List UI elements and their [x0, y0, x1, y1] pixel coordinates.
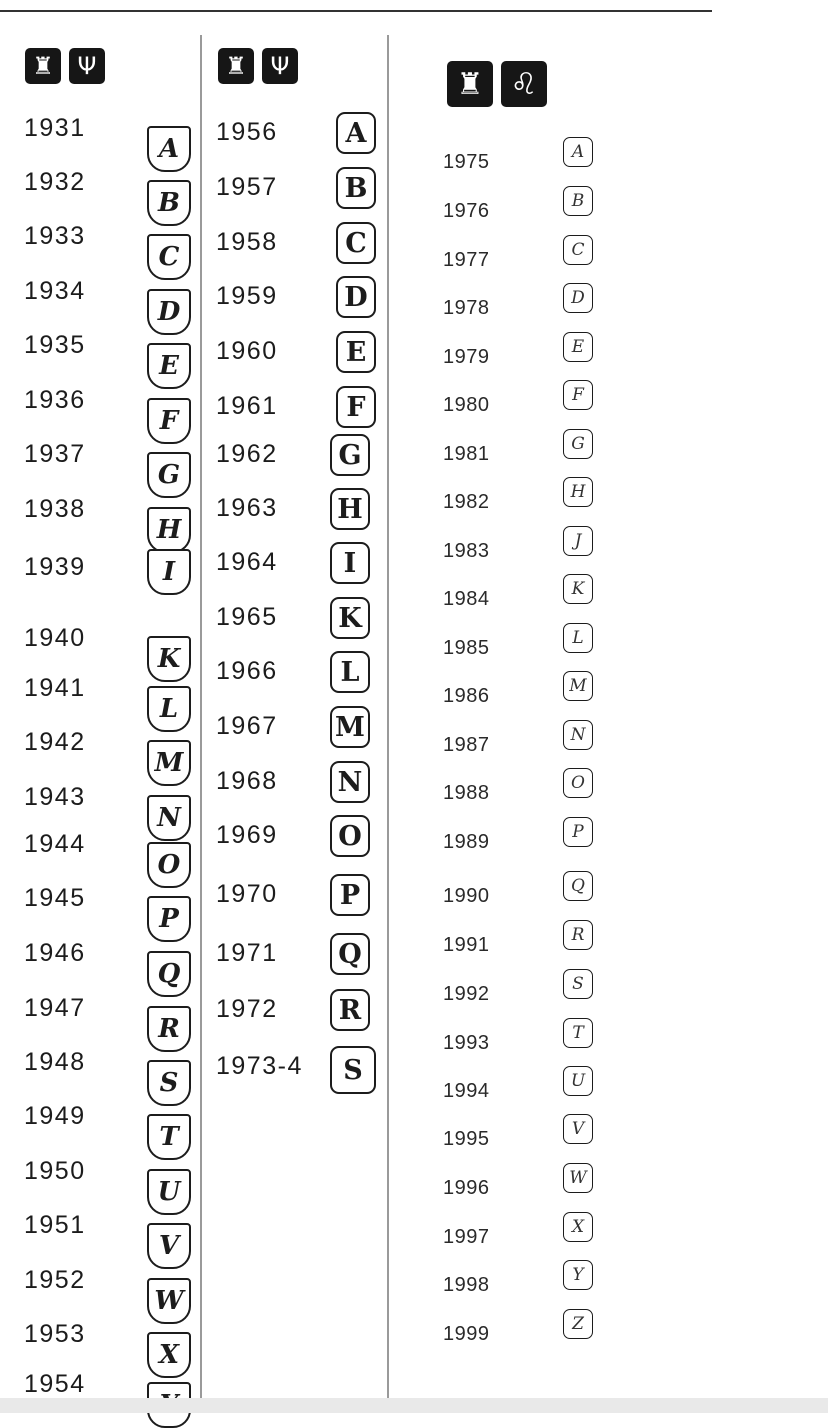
- year-label: 1973-4: [216, 1052, 303, 1080]
- date-letter-stamp: E: [336, 331, 376, 373]
- year-label: 1983: [443, 540, 490, 562]
- assay-marks: [447, 61, 547, 107]
- year-label: 1944: [24, 830, 86, 858]
- year-label: 1994: [443, 1080, 490, 1102]
- date-letter-stamp: I: [330, 542, 370, 584]
- year-label: 1998: [443, 1274, 490, 1296]
- date-letter-stamp: O: [330, 815, 370, 857]
- date-letter-stamp: S: [147, 1060, 191, 1106]
- year-label: 1976: [443, 200, 490, 222]
- year-label: 1938: [24, 495, 86, 523]
- year-label: 1951: [24, 1211, 86, 1239]
- date-letter-stamp: A: [147, 126, 191, 172]
- date-letter-stamp: W: [147, 1278, 191, 1324]
- year-label: 1940: [24, 624, 86, 652]
- date-letter-stamp: F: [147, 398, 191, 444]
- date-letter-stamp: V: [147, 1223, 191, 1269]
- year-label: 1977: [443, 249, 490, 271]
- year-label: 1950: [24, 1157, 86, 1185]
- trident-icon: Ψ: [262, 48, 298, 84]
- year-label: 1947: [24, 994, 86, 1022]
- date-letter-stamp: V: [563, 1114, 593, 1144]
- date-letter-stamp: L: [147, 686, 191, 732]
- year-label: 1993: [443, 1032, 490, 1054]
- date-letter-stamp: B: [336, 167, 376, 209]
- date-letter-stamp: L: [563, 623, 593, 653]
- year-label: 1933: [24, 222, 86, 250]
- date-letter-stamp: W: [563, 1163, 593, 1193]
- date-letter-stamp: H: [147, 507, 191, 553]
- date-letter-stamp: Q: [330, 933, 370, 975]
- year-label: 1999: [443, 1323, 490, 1345]
- year-label: 1965: [216, 603, 278, 631]
- year-label: 1937: [24, 440, 86, 468]
- date-letter-stamp: P: [330, 874, 370, 916]
- year-label: 1990: [443, 885, 490, 907]
- year-label: 1967: [216, 712, 278, 740]
- column-divider: [200, 35, 202, 1405]
- date-letter-stamp: H: [563, 477, 593, 507]
- date-letter-stamp: M: [563, 671, 593, 701]
- date-letter-stamp: N: [330, 761, 370, 803]
- year-label: 1978: [443, 297, 490, 319]
- date-letter-stamp: K: [563, 574, 593, 604]
- date-letter-stamp: S: [563, 969, 593, 999]
- date-letter-column-1975-1999: [443, 0, 703, 1400]
- year-label: 1969: [216, 821, 278, 849]
- lion-rampant-icon: ♌: [501, 61, 547, 107]
- year-label: 1975: [443, 151, 490, 173]
- date-letter-stamp: C: [336, 222, 376, 264]
- date-letter-stamp: R: [330, 989, 370, 1031]
- date-letter-stamp: E: [147, 343, 191, 389]
- date-letter-stamp: Q: [147, 951, 191, 997]
- date-letter-stamp: D: [563, 283, 593, 313]
- year-label: 1964: [216, 548, 278, 576]
- year-label: 1971: [216, 939, 278, 967]
- year-label: 1988: [443, 782, 490, 804]
- assay-marks: [218, 48, 298, 84]
- date-letter-stamp: F: [563, 380, 593, 410]
- year-label: 1958: [216, 228, 278, 256]
- year-label: 1946: [24, 939, 86, 967]
- date-letter-column-1956-1974: [216, 0, 386, 1400]
- year-label: 1987: [443, 734, 490, 756]
- date-letter-stamp: H: [330, 488, 370, 530]
- assay-marks: [25, 48, 105, 84]
- bottom-edge: [0, 1398, 828, 1413]
- year-label: 1995: [443, 1128, 490, 1150]
- year-label: 1980: [443, 394, 490, 416]
- date-letter-stamp: Y: [563, 1260, 593, 1290]
- date-letter-stamp: U: [147, 1169, 191, 1215]
- date-letter-stamp: R: [563, 920, 593, 950]
- date-letter-stamp: M: [147, 740, 191, 786]
- year-label: 1996: [443, 1177, 490, 1199]
- year-label: 1957: [216, 173, 278, 201]
- date-letter-stamp: T: [563, 1018, 593, 1048]
- year-label: 1954: [24, 1370, 86, 1398]
- date-letter-stamp: R: [147, 1006, 191, 1052]
- date-letter-stamp: N: [147, 795, 191, 841]
- year-label: 1997: [443, 1226, 490, 1248]
- trident-icon: Ψ: [69, 48, 105, 84]
- year-label: 1979: [443, 346, 490, 368]
- date-letter-stamp: D: [147, 289, 191, 335]
- year-label: 1981: [443, 443, 490, 465]
- date-letter-stamp: F: [336, 386, 376, 428]
- date-letter-stamp: B: [147, 180, 191, 226]
- year-label: 1989: [443, 831, 490, 853]
- year-label: 1931: [24, 114, 86, 142]
- date-letter-stamp: S: [330, 1046, 376, 1094]
- castle-icon: ♜: [25, 48, 61, 84]
- date-letter-stamp: K: [147, 636, 191, 682]
- date-letter-stamp: G: [330, 434, 370, 476]
- date-letter-stamp: E: [563, 332, 593, 362]
- year-label: 1939: [24, 553, 86, 581]
- year-label: 1959: [216, 282, 278, 310]
- date-letter-stamp: Q: [563, 871, 593, 901]
- date-letter-stamp: Z: [563, 1309, 593, 1339]
- date-letter-stamp: C: [147, 234, 191, 280]
- year-label: 1942: [24, 728, 86, 756]
- year-label: 1943: [24, 783, 86, 811]
- date-letter-stamp: O: [563, 768, 593, 798]
- date-letter-stamp: A: [563, 137, 593, 167]
- year-label: 1991: [443, 934, 490, 956]
- date-letter-stamp: X: [563, 1212, 593, 1242]
- year-label: 1992: [443, 983, 490, 1005]
- date-letter-stamp: O: [147, 842, 191, 888]
- year-label: 1966: [216, 657, 278, 685]
- year-label: 1986: [443, 685, 490, 707]
- year-label: 1932: [24, 168, 86, 196]
- date-letter-stamp: T: [147, 1114, 191, 1160]
- year-label: 1949: [24, 1102, 86, 1130]
- date-letter-stamp: L: [330, 651, 370, 693]
- year-label: 1972: [216, 995, 278, 1023]
- year-label: 1968: [216, 767, 278, 795]
- year-label: 1941: [24, 674, 86, 702]
- date-letter-stamp: C: [563, 235, 593, 265]
- year-label: 1985: [443, 637, 490, 659]
- date-letter-stamp: N: [563, 720, 593, 750]
- date-letter-stamp: G: [147, 452, 191, 498]
- year-label: 1953: [24, 1320, 86, 1348]
- year-label: 1961: [216, 392, 278, 420]
- year-label: 1935: [24, 331, 86, 359]
- year-label: 1936: [24, 386, 86, 414]
- date-letter-column-1931-1954: [0, 0, 200, 1400]
- column-divider: [387, 35, 389, 1405]
- year-label: 1956: [216, 118, 278, 146]
- date-letter-stamp: P: [147, 896, 191, 942]
- year-label: 1962: [216, 440, 278, 468]
- year-label: 1952: [24, 1266, 86, 1294]
- date-letter-stamp: D: [336, 276, 376, 318]
- date-letter-stamp: G: [563, 429, 593, 459]
- year-label: 1982: [443, 491, 490, 513]
- year-label: 1948: [24, 1048, 86, 1076]
- date-letter-stamp: J: [563, 526, 593, 556]
- year-label: 1934: [24, 277, 86, 305]
- year-label: 1970: [216, 880, 278, 908]
- date-letter-stamp: K: [330, 597, 370, 639]
- castle-icon: ♜: [218, 48, 254, 84]
- date-letter-stamp: I: [147, 549, 191, 595]
- date-letter-stamp: X: [147, 1332, 191, 1378]
- year-label: 1963: [216, 494, 278, 522]
- date-letter-stamp: U: [563, 1066, 593, 1096]
- year-label: 1945: [24, 884, 86, 912]
- year-label: 1984: [443, 588, 490, 610]
- date-letter-stamp: P: [563, 817, 593, 847]
- castle-icon: ♜: [447, 61, 493, 107]
- date-letter-stamp: M: [330, 706, 370, 748]
- year-label: 1960: [216, 337, 278, 365]
- date-letter-stamp: A: [336, 112, 376, 154]
- date-letter-stamp: B: [563, 186, 593, 216]
